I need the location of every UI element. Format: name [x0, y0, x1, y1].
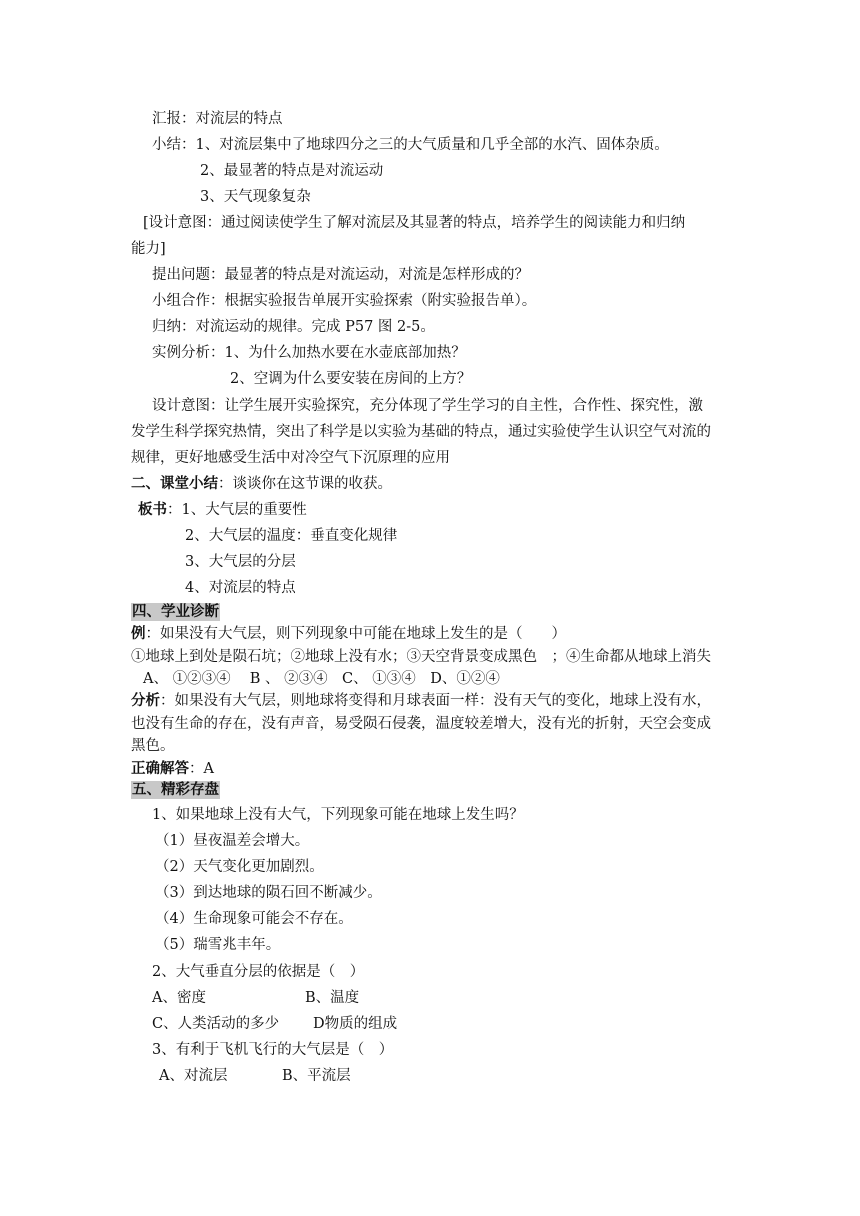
design-intent-2: 设计意图：让学生展开实验探究，充分体现了学生学习的自主性，合作性、探究性，激: [152, 398, 703, 414]
class-summary-text: ：谈谈你在这节课的收获。: [218, 476, 392, 492]
summary-line-3: 3、天气现象复杂: [200, 189, 311, 205]
exercise-2-option-a: A、密度: [152, 990, 206, 1006]
example-analysis-1: 实例分析：1、为什么加热水要在水壶底部加热？: [152, 345, 466, 361]
analysis-line-1: [131, 692, 711, 710]
exercise-3-option-a: A、对流层: [159, 1068, 228, 1084]
answer-label: 正确解答: [131, 760, 189, 777]
exercise-2-option-d: D物质的组成: [313, 1016, 398, 1032]
design-intent-2-cont2: 规律，更好地感受生活中对冷空气下沉原理的应用: [131, 450, 450, 466]
class-summary-label: 二、课堂小结: [131, 475, 218, 492]
blackboard-label: 板书: [138, 501, 167, 518]
exercise-2-option-b: B、温度: [305, 990, 360, 1006]
analysis-text: ：如果没有大气层，则地球将变得和月球表面一样：没有天气的变化，地球上没有水，: [160, 693, 711, 709]
class-summary-line: [131, 475, 392, 493]
blackboard-item-2: 2、大气层的温度：垂直变化规律: [185, 528, 398, 544]
blackboard-line-1: [138, 501, 307, 519]
group-work-line: 小组合作：根据实验报告单展开实验探索（附实验报告单）。: [152, 293, 537, 309]
analysis-label: 分析: [131, 692, 160, 709]
summary-line-1: 小结：1、对流层集中了地球四分之三的大气质量和几乎全部的水汽、固体杂质。: [152, 137, 669, 153]
answer-line: [131, 760, 214, 778]
analysis-line-3: 黑色。: [131, 738, 175, 754]
example-question: ：如果没有大气层，则下列现象中可能在地球上发生的是（ ）: [145, 626, 566, 642]
answer-value: ：A: [189, 761, 214, 777]
blackboard-item-1: ：1、大气层的重要性: [167, 502, 307, 518]
exercise-1-item-3: （3）到达地球的陨石回不断减少。: [155, 885, 382, 901]
induction-line: 归纳：对流运动的规律。完成 P57 图 2-5。: [152, 319, 435, 335]
summary-line-2: 2、最显著的特点是对流运动: [200, 163, 384, 179]
exercise-2-option-c: C、人类活动的多少: [152, 1016, 280, 1032]
analysis-line-2: 也没有生命的存在，没有声音，易受陨石侵袭，温度较差增大，没有光的折射，天空会变成: [131, 716, 711, 732]
example-options-text: ①地球上到处是陨石坑；②地球上没有水；③天空背景变成黑色 ；④生命都从地球上消失: [131, 649, 711, 665]
exercise-1: 1、如果地球上没有大气，下列现象可能在地球上发生吗？: [152, 807, 524, 823]
exercise-3-option-b: B、平流层: [282, 1068, 351, 1084]
example-analysis-2: 2、空调为什么要安装在房间的上方？: [230, 371, 472, 387]
section-heading-5: 五、精彩存盘: [132, 781, 219, 798]
example-choices: A、 ①②③④ B 、 ②③④ C、 ①③④ D、①②④: [143, 671, 500, 687]
design-intent-1: [设计意图：通过阅读使学生了解对流层及其显著的特点，培养学生的阅读能力和归纳: [143, 215, 686, 231]
exercise-3: 3、有利于飞机飞行的大气层是（ ）: [152, 1042, 394, 1058]
example-line: [131, 625, 566, 643]
exercise-1-item-4: （4）生命现象可能会不存在。: [155, 911, 353, 927]
exercise-1-item-1: （1）昼夜温差会增大。: [155, 833, 310, 849]
example-label: 例: [131, 625, 146, 642]
exercise-1-item-5: （5）瑞雪兆丰年。: [155, 937, 281, 953]
blackboard-item-3: 3、大气层的分层: [185, 554, 296, 570]
design-intent-1-cont: 能力]: [131, 241, 166, 257]
exercise-2: 2、大气垂直分层的依据是（ ）: [152, 964, 365, 980]
report-line: 汇报：对流层的特点: [152, 111, 283, 127]
blackboard-item-4: 4、对流层的特点: [185, 580, 296, 596]
exercise-1-item-2: （2）天气变化更加剧烈。: [155, 859, 324, 875]
question-line: 提出问题：最显著的特点是对流运动，对流是怎样形成的？: [152, 267, 529, 283]
design-intent-2-cont: 发学生科学探究热情，突出了科学是以实验为基础的特点，通过实验使学生认识空气对流的: [131, 424, 711, 440]
section-heading-4: 四、学业诊断: [132, 603, 219, 620]
